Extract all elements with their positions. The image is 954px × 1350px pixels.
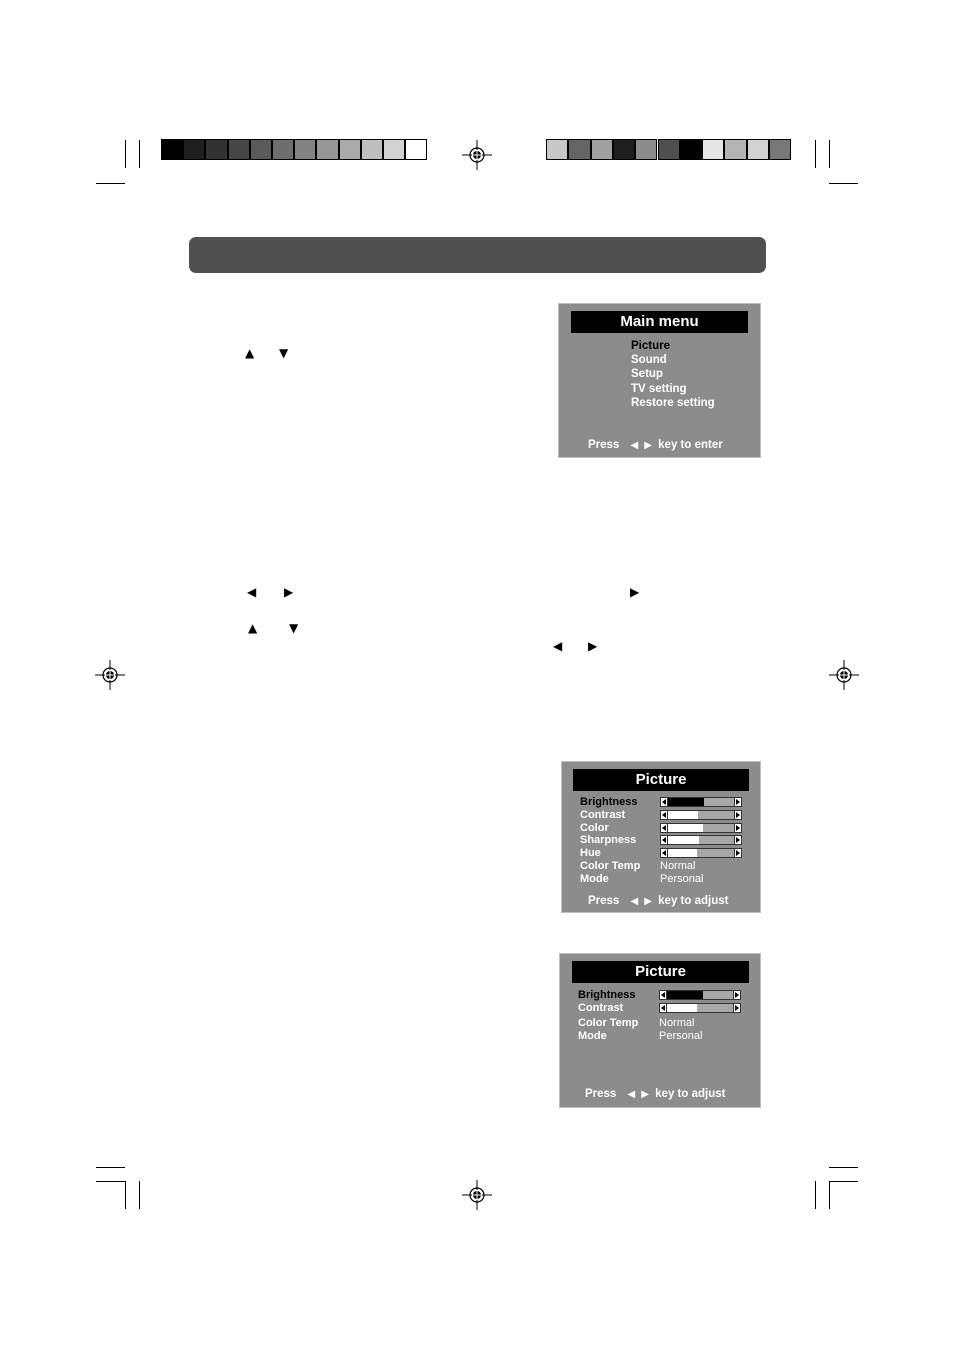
color-swatch xyxy=(724,139,746,160)
color-swatch xyxy=(613,139,635,160)
mode-label: Mode xyxy=(578,1030,607,1042)
color-swatch xyxy=(294,139,316,160)
color-swatch xyxy=(250,139,272,160)
slider-track xyxy=(668,811,734,819)
down-arrow-icon: ▼ xyxy=(289,621,299,635)
sharpness-label: Sharpness xyxy=(580,834,637,847)
right-arrow-icon: ▶ xyxy=(644,440,652,451)
color-swatch xyxy=(339,139,361,160)
right-arrow-icon: ▶ xyxy=(588,639,598,653)
contrast-label: Contrast xyxy=(580,808,626,821)
slider-fill xyxy=(668,798,704,806)
main-menu-title: Main menu xyxy=(571,311,748,333)
slider-increase-icon[interactable] xyxy=(733,991,740,999)
up-arrow-icon: ▲ xyxy=(248,621,258,635)
color-swatch xyxy=(183,139,205,160)
left-arrow-icon: ◀ xyxy=(247,585,257,599)
brightness-label: Brightness xyxy=(578,989,636,1001)
color-swatch xyxy=(635,139,657,160)
section-title-bar xyxy=(189,237,766,273)
color-swatch xyxy=(161,139,183,160)
color-swatch xyxy=(747,139,769,160)
color-swatch xyxy=(228,139,250,160)
hint-press-text: Press xyxy=(588,895,620,907)
main-menu-hint xyxy=(588,438,723,453)
contrast-slider[interactable] xyxy=(660,810,742,820)
slider-increase-icon[interactable] xyxy=(734,836,741,844)
mode-label: Mode xyxy=(580,873,609,885)
mode-value[interactable]: Personal xyxy=(659,1030,703,1042)
slider-fill xyxy=(668,836,699,844)
hint-suffix-text: key to adjust xyxy=(658,895,729,907)
slider-decrease-icon[interactable] xyxy=(660,991,667,999)
slider-fill xyxy=(668,849,697,857)
registration-mark-icon xyxy=(462,140,492,170)
color-label: Color xyxy=(580,821,609,834)
menu-item-sound[interactable]: Sound xyxy=(631,354,667,366)
slider-decrease-icon[interactable] xyxy=(661,836,668,844)
color-swatch xyxy=(591,139,613,160)
slider-decrease-icon[interactable] xyxy=(661,824,668,832)
color-swatch xyxy=(272,139,294,160)
menu-item-restore-setting[interactable]: Restore setting xyxy=(631,397,715,409)
menu-item-tv-setting[interactable]: TV setting xyxy=(631,383,687,395)
color-temp-label: Color Temp xyxy=(578,1017,639,1029)
slider-decrease-icon[interactable] xyxy=(661,798,668,806)
picture-menu-osd xyxy=(561,761,761,913)
color-swatch xyxy=(568,139,590,160)
slider-decrease-icon[interactable] xyxy=(660,1004,667,1012)
color-swatch xyxy=(680,139,702,160)
right-arrow-icon: ▶ xyxy=(284,585,294,599)
right-arrow-icon: ▶ xyxy=(641,1089,649,1100)
menu-item-setup[interactable]: Setup xyxy=(631,368,663,380)
slider-increase-icon[interactable] xyxy=(734,811,741,819)
color-swatch xyxy=(361,139,383,160)
picture-menu-title: Picture xyxy=(572,961,749,983)
slider-fill xyxy=(667,991,703,999)
picture-menu-title: Picture xyxy=(573,769,749,791)
picture-menu-hint xyxy=(588,894,728,909)
slider-track xyxy=(667,991,733,999)
left-arrow-icon: ◀ xyxy=(630,440,639,451)
slider-fill xyxy=(668,824,703,832)
up-arrow-icon: ▲ xyxy=(245,346,255,360)
slider-increase-icon[interactable] xyxy=(733,1004,740,1012)
slider-track xyxy=(667,1004,733,1012)
slider-track xyxy=(668,836,734,844)
brightness-slider[interactable] xyxy=(659,990,741,1000)
slider-decrease-icon[interactable] xyxy=(661,811,668,819)
picture-menu-hint xyxy=(585,1087,725,1102)
hint-suffix-text: key to adjust xyxy=(655,1088,726,1100)
slider-track xyxy=(668,849,734,857)
color-slider[interactable] xyxy=(660,823,742,833)
color-swatch xyxy=(769,139,791,160)
hint-press-text: Press xyxy=(585,1088,617,1100)
menu-item-picture[interactable]: Picture xyxy=(631,340,670,352)
color-swatch xyxy=(383,139,405,160)
color-temp-value[interactable]: Normal xyxy=(660,860,696,872)
registration-mark-icon xyxy=(462,1180,492,1210)
left-arrow-icon: ◀ xyxy=(553,639,563,653)
color-swatch xyxy=(546,139,568,160)
slider-track xyxy=(668,824,734,832)
hue-slider[interactable] xyxy=(660,848,742,858)
right-arrow-icon: ▶ xyxy=(630,585,640,599)
color-temp-label: Color Temp xyxy=(580,860,641,872)
main-menu-osd xyxy=(558,303,761,458)
down-arrow-icon: ▼ xyxy=(279,346,289,360)
picture-menu-osd-reduced xyxy=(559,953,761,1108)
slider-increase-icon[interactable] xyxy=(734,849,741,857)
left-arrow-icon: ◀ xyxy=(630,896,639,907)
color-swatch xyxy=(658,139,680,160)
color-swatch xyxy=(316,139,338,160)
color-swatch xyxy=(205,139,227,160)
registration-mark-icon xyxy=(95,660,125,690)
contrast-slider[interactable] xyxy=(659,1003,741,1013)
slider-fill xyxy=(667,1004,697,1012)
mode-value[interactable]: Personal xyxy=(660,873,704,885)
color-swatch xyxy=(702,139,724,160)
color-swatch xyxy=(405,139,427,160)
brightness-slider[interactable] xyxy=(660,797,742,807)
brightness-label: Brightness xyxy=(580,796,638,808)
hint-suffix-text: key to enter xyxy=(658,439,723,451)
slider-increase-icon[interactable] xyxy=(734,824,741,832)
right-arrow-icon: ▶ xyxy=(644,896,652,907)
left-arrow-icon: ◀ xyxy=(627,1089,636,1100)
contrast-label: Contrast xyxy=(578,1001,624,1014)
slider-decrease-icon[interactable] xyxy=(661,849,668,857)
slider-fill xyxy=(668,811,698,819)
slider-increase-icon[interactable] xyxy=(734,798,741,806)
hint-press-text: Press xyxy=(588,439,620,451)
color-temp-value[interactable]: Normal xyxy=(659,1017,695,1029)
registration-mark-icon xyxy=(829,660,859,690)
slider-track xyxy=(668,798,734,806)
hue-label: Hue xyxy=(580,847,601,860)
sharpness-slider[interactable] xyxy=(660,835,742,845)
